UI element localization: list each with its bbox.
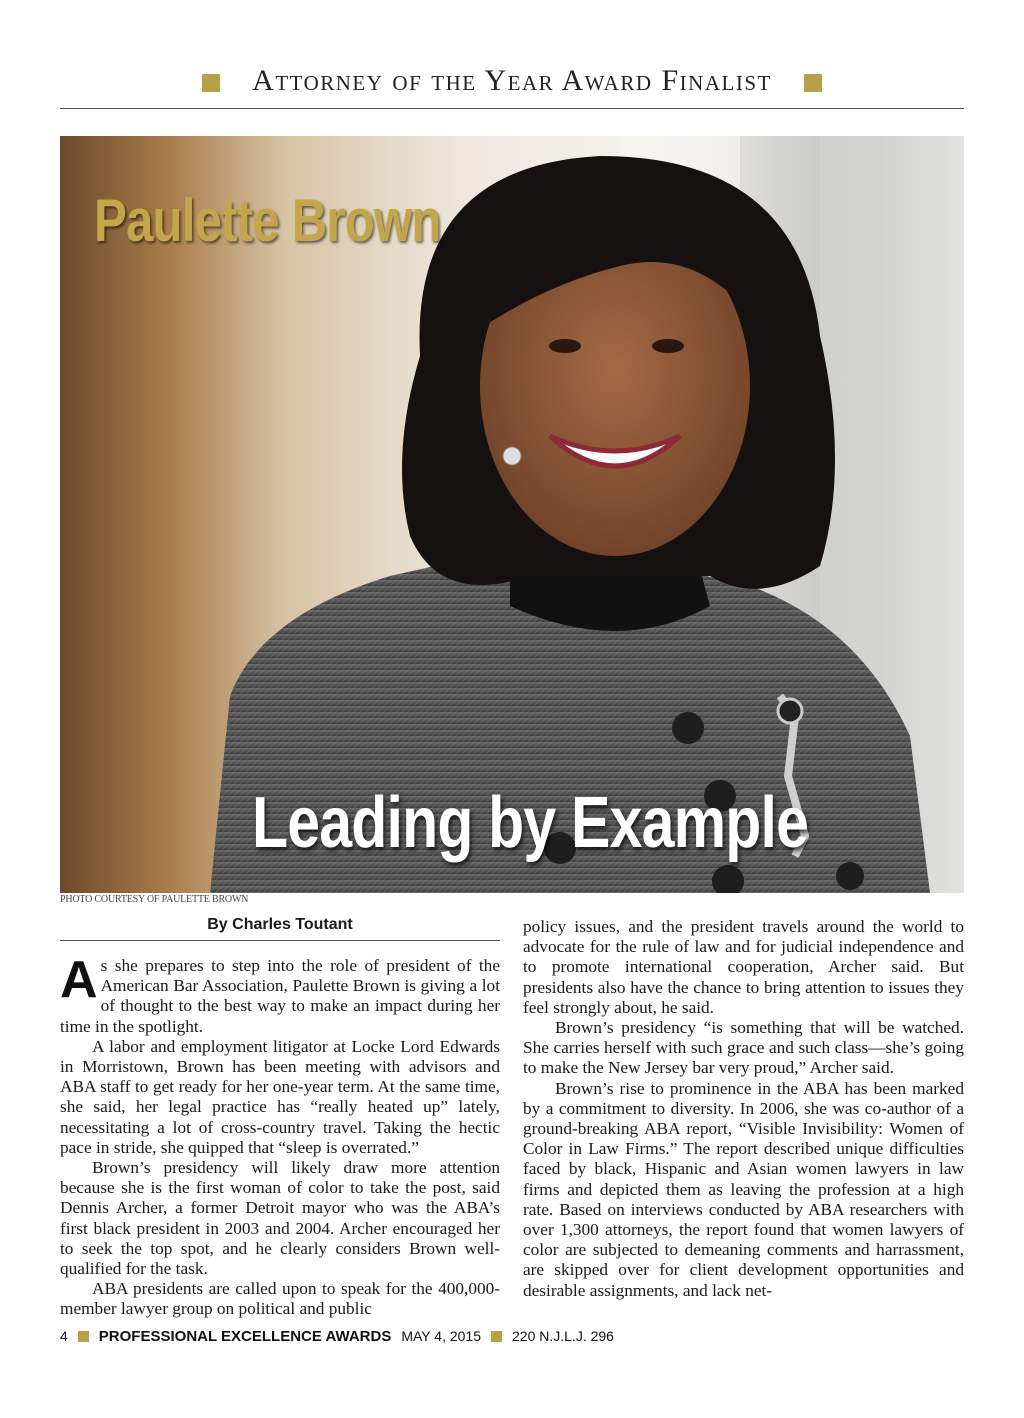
article-paragraph: policy issues, and the president travels around the world to advocate for the rule of law and for judicial independence and to promote international cooperation, Archer said. But presidents also have the chance to bring attention to issues they feel strongly about, he said. [523,917,964,1017]
article-paragraph: A labor and employment litigator at Locke Lord Edwards in Morristown, Brown has been meeting with advisors and ABA staff to get ready for her one-year term. At the same time, she said, her legal practice has “really heated up” lately, necessitating a lot of cross-country travel. Taking the hectic pace in stride, she quipped that “sleep is overrated.” [60,1036,500,1157]
article-headline: Leading by Example [252,783,809,863]
article-paragraph: As she prepares to step into the role of president of the American Bar Association, Paulette Brown is giving a lot of thought to the best way to make an impact during her time in the spotlight. [60,951,500,1036]
article-paragraph: Brown’s presidency “is something that will be watched. She carries herself with such grace and such class—she’s going to make the New Jersey bar very proud,” Archer said. [523,1018,964,1078]
header-title: Attorney of the Year Award Finalist [252,64,772,97]
article-paragraph: Brown’s rise to prominence in the ABA has been marked by a commitment to diversity. In 2006, she was co-author of a ground-breaking ABA report, “Visible Invisibility: Women of Color in Law Firms.” The report described unique difficulties faced by black, Hispanic and Asian women lawyers in law firms and depicted them as leaving the profession at a high rate. Based on interviews conducted by ABA researchers with over 1,300 attorneys, the report found that women lawyers of color are subjected to demeaning comments and harrassment, are skipped over for client development opportunities and desirable assignments, and lack net- [523,1078,964,1300]
page-header [60,58,964,109]
header-right-square-icon [804,74,822,92]
header-left-square-icon [202,74,220,92]
footer-citation: 220 N.J.L.J. 296 [512,1328,614,1344]
page-number: 4 [60,1328,68,1344]
footer-publication-title: PROFESSIONAL EXCELLENCE AWARDS [98,1327,392,1345]
article-paragraph: Brown’s presidency will likely draw more attention because she is the first woman of color to take the post, said Dennis Archer, a former Detroit mayor who was the ABA’s first black president in 2003 and 2004. Archer encouraged her to seek the top spot, and he clearly considers Brown well-qualified for the task. [60,1158,500,1279]
byline: By Charles Toutant [60,916,500,941]
portrait-photo [60,136,964,893]
footer-date: MAY 4, 2015 [401,1328,481,1344]
profile-name: Paulette Brown [94,187,441,254]
page-footer [60,1324,614,1348]
footer-square-icon [491,1331,502,1342]
article-column-right [523,917,964,1301]
article-paragraph: ABA presidents are called upon to speak for the 400,000-member lawyer group on political and public [60,1279,500,1319]
footer-square-icon [78,1331,89,1342]
photo-credit: PHOTO COURTESY OF PAULETTE BROWN [60,894,249,905]
drop-cap: A [60,951,98,1009]
article-column-left [60,951,500,1320]
